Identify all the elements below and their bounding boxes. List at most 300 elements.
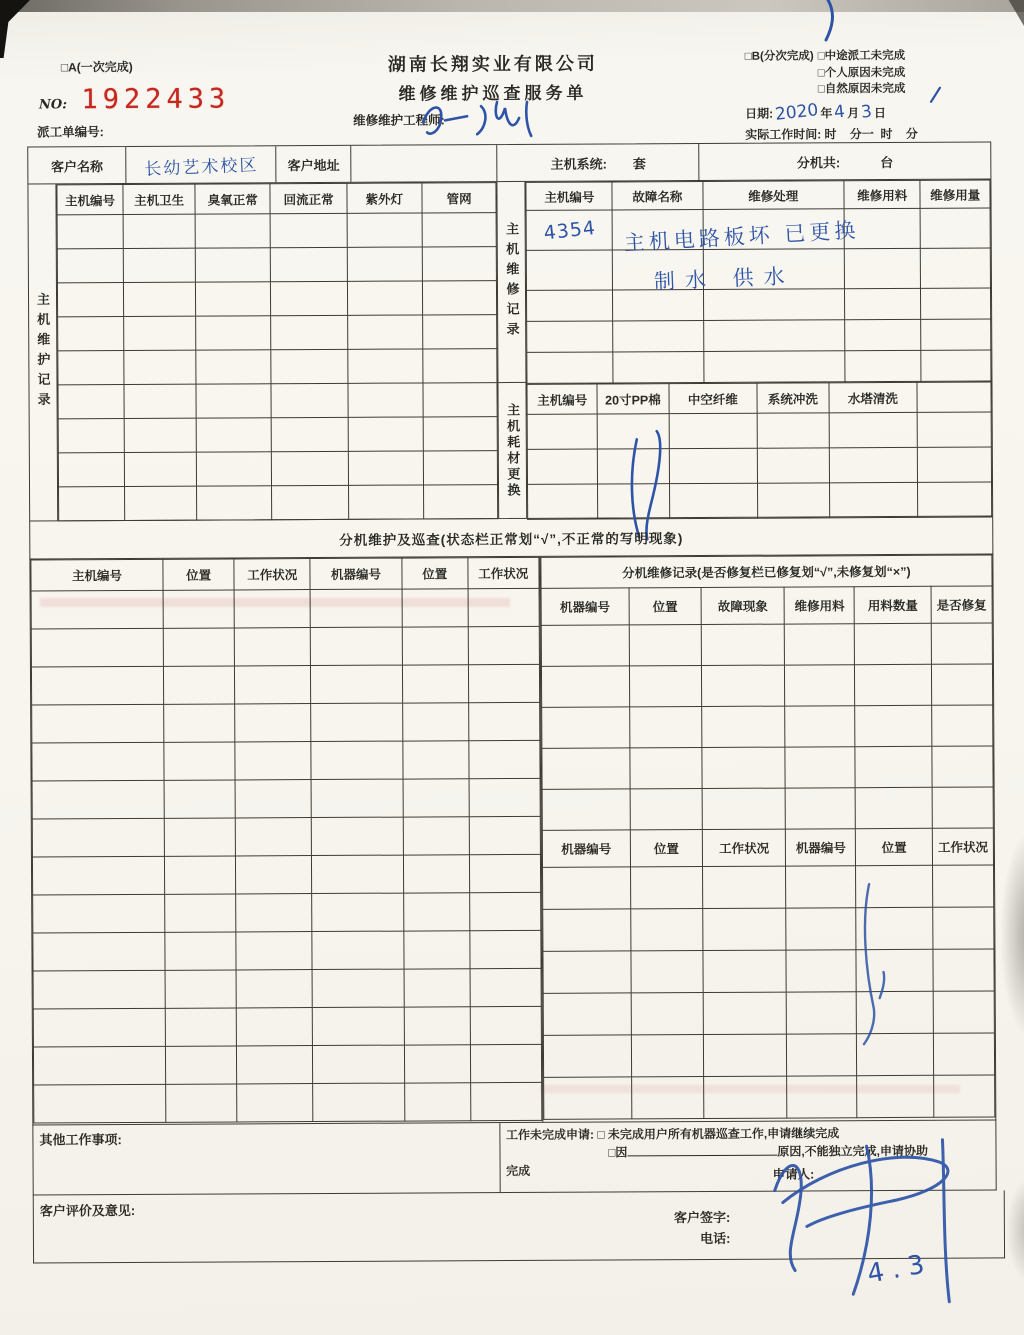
host-system-unit: 套 xyxy=(632,155,646,171)
empty-cell xyxy=(422,247,497,281)
empty-cell xyxy=(669,413,757,448)
column-header: 系统冲洗 xyxy=(757,383,829,413)
host-repair-side-label: 主机维修记录 xyxy=(498,182,527,383)
column-header: 主机卫生 xyxy=(123,184,196,214)
table-row xyxy=(543,907,994,951)
empty-cell xyxy=(669,448,757,483)
column-header: 位置 xyxy=(856,828,933,865)
empty-cell xyxy=(196,282,271,316)
empty-cell xyxy=(313,1083,405,1121)
empty-cell xyxy=(31,666,163,705)
empty-cell xyxy=(195,214,270,248)
host-maintenance-header-row xyxy=(57,183,497,215)
column-header: 主机编号 xyxy=(527,384,597,414)
empty-cell xyxy=(932,787,993,828)
column-header: 维修用料 xyxy=(785,587,855,624)
table-row xyxy=(32,778,540,819)
empty-cell xyxy=(235,704,311,742)
incomplete-label: 工作未完成申请: xyxy=(505,1127,595,1143)
empty-cell xyxy=(470,930,541,968)
form-number-stamp: 1922433 xyxy=(81,83,231,116)
empty-cell xyxy=(703,950,787,992)
empty-cell xyxy=(932,746,993,787)
column-header: 机器编号 xyxy=(786,829,856,866)
empty-cell xyxy=(829,482,917,517)
empty-cell xyxy=(312,969,404,1007)
table-row xyxy=(33,930,541,971)
empty-cell xyxy=(348,349,423,383)
empty-cell xyxy=(470,1006,541,1044)
empty-cell xyxy=(932,705,993,746)
date-month-handwriting: 4 xyxy=(833,101,847,123)
empty-cell xyxy=(785,747,855,788)
empty-cell xyxy=(845,350,922,381)
empty-cell xyxy=(57,249,123,283)
customer-address-value xyxy=(351,145,496,182)
empty-cell xyxy=(527,321,613,352)
customer-name-value xyxy=(127,146,277,183)
empty-cell xyxy=(271,281,348,315)
empty-cell xyxy=(124,384,197,418)
form-title: 维修维护巡查服务单 xyxy=(398,83,588,104)
repair-text-line1-handwriting: 主机电路板坏 已更换 xyxy=(623,218,861,256)
empty-cell xyxy=(58,317,124,351)
table-row xyxy=(57,213,497,249)
host-repair-half xyxy=(498,142,992,518)
form-number-label: NO: xyxy=(38,97,68,113)
scan-shadow xyxy=(1006,1175,1024,1285)
empty-cell xyxy=(703,351,845,383)
empty-cell xyxy=(348,417,423,451)
empty-cell xyxy=(932,664,993,705)
branch-status-grid xyxy=(30,557,542,1124)
empty-cell xyxy=(528,449,598,484)
empty-cell xyxy=(58,453,124,487)
empty-cell xyxy=(613,320,704,351)
work-time-label: 实际工作时间: xyxy=(745,127,822,142)
empty-cell xyxy=(404,1083,470,1121)
empty-cell xyxy=(543,993,631,1035)
date-day-handwriting: 3 xyxy=(860,101,874,123)
table-row xyxy=(58,383,498,419)
empty-cell xyxy=(829,447,917,482)
empty-cell xyxy=(33,932,165,971)
empty-cell xyxy=(844,248,921,288)
empty-cell xyxy=(543,951,631,993)
empty-cell xyxy=(311,741,403,779)
empty-cell xyxy=(197,418,272,452)
empty-cell xyxy=(704,1076,788,1118)
empty-cell xyxy=(196,316,271,350)
empty-cell xyxy=(423,349,498,383)
column-header: 20寸PP棉 xyxy=(597,384,669,414)
branch-repair-title-row xyxy=(541,555,992,588)
empty-cell xyxy=(237,1084,313,1122)
empty-cell xyxy=(270,247,347,281)
empty-cell xyxy=(469,854,540,892)
empty-cell xyxy=(349,485,424,519)
company-name: 湖南长翔实业有限公司 xyxy=(387,53,598,75)
table-row xyxy=(31,626,539,667)
host-maintenance-side-label: 主机维护记录 xyxy=(28,184,58,520)
column-header: 主机编号 xyxy=(31,559,163,591)
empty-cell xyxy=(669,483,757,518)
empty-cell xyxy=(197,452,272,486)
empty-cell xyxy=(855,746,932,787)
branch-count-unit: 台 xyxy=(880,154,894,170)
empty-cell xyxy=(631,993,703,1035)
table-row xyxy=(543,949,994,993)
consumables-header-row xyxy=(527,382,991,414)
empty-cell xyxy=(271,315,348,349)
empty-cell xyxy=(33,1046,165,1085)
empty-cell xyxy=(234,590,310,628)
scan-shadow xyxy=(1000,830,1024,1040)
empty-cell xyxy=(124,350,197,384)
empty-cell xyxy=(542,789,630,830)
empty-cell xyxy=(33,970,165,1009)
host-maintenance-grid xyxy=(56,182,498,521)
table-row xyxy=(543,1075,994,1119)
table-row xyxy=(33,1044,541,1085)
empty-cell xyxy=(312,931,404,969)
empty-cell xyxy=(528,484,598,519)
empty-cell xyxy=(32,818,164,857)
empty-cell xyxy=(196,248,271,282)
empty-cell xyxy=(311,703,403,741)
table-row xyxy=(33,968,541,1009)
empty-cell xyxy=(310,589,402,627)
empty-cell xyxy=(59,487,125,521)
empty-cell xyxy=(631,909,703,951)
table-row xyxy=(527,288,991,321)
column-header: 维修用量 xyxy=(920,180,990,208)
completion-options-block xyxy=(745,47,995,143)
empty-cell xyxy=(404,1007,470,1045)
empty-cell xyxy=(422,281,497,315)
empty-cell xyxy=(164,780,235,818)
column-header: 位置 xyxy=(402,558,468,589)
table-row xyxy=(58,451,498,487)
empty-cell xyxy=(236,856,312,894)
empty-cell xyxy=(541,625,629,666)
table-row xyxy=(31,588,539,629)
column-header: 主机编号 xyxy=(526,182,612,210)
column-header: 位置 xyxy=(630,830,702,867)
empty-cell xyxy=(701,624,785,665)
empty-cell xyxy=(629,625,701,666)
column-header: 主机编号 xyxy=(57,185,123,215)
empty-cell xyxy=(235,780,311,818)
table-row xyxy=(528,482,992,519)
empty-cell xyxy=(402,665,468,703)
empty-cell xyxy=(404,969,470,1007)
empty-cell xyxy=(921,350,991,381)
incomplete-option2-suffix: 原因,不能独立完成,申请协助 xyxy=(777,1143,929,1159)
empty-cell xyxy=(164,856,235,894)
empty-cell xyxy=(917,412,991,447)
empty-cell xyxy=(403,779,469,817)
empty-cell xyxy=(468,702,539,740)
host-repair-header-row xyxy=(526,180,990,210)
table-row xyxy=(32,854,540,895)
empty-cell xyxy=(236,970,312,1008)
empty-cell xyxy=(785,706,855,747)
empty-cell xyxy=(469,740,540,778)
engineer-label: 维修维护工程师: xyxy=(353,113,445,128)
empty-cell xyxy=(123,214,196,248)
table-row xyxy=(542,865,993,909)
empty-cell xyxy=(470,968,541,1006)
branch-repair-right xyxy=(540,554,995,1121)
dispatch-number-label: 派工单编号: xyxy=(37,125,104,140)
empty-cell xyxy=(630,707,702,748)
empty-cell xyxy=(703,320,845,352)
empty-cell xyxy=(123,248,196,282)
empty-cell xyxy=(855,664,932,705)
empty-cell xyxy=(702,706,786,747)
empty-cell xyxy=(470,1044,541,1082)
incomplete-option1: □ 未完成用户所有机器巡查工作,申请继续完成 xyxy=(597,1126,840,1142)
empty-cell xyxy=(237,1046,313,1084)
empty-cell xyxy=(921,248,991,288)
branch-count-label: 分机共: xyxy=(796,154,841,171)
customer-signature-handwriting xyxy=(746,1132,977,1313)
table-row xyxy=(541,623,992,666)
empty-cell xyxy=(613,351,704,382)
branch-count-cell xyxy=(700,142,991,180)
empty-cell xyxy=(933,991,994,1033)
phone-label: 电话: xyxy=(700,1230,731,1246)
empty-cell xyxy=(348,451,423,485)
table-row xyxy=(58,315,498,351)
column-header: 机器编号 xyxy=(310,558,402,589)
empty-cell xyxy=(527,250,613,290)
empty-cell xyxy=(165,970,236,1008)
empty-cell xyxy=(630,867,702,909)
consumables-side-label: 主机耗材更换 xyxy=(499,383,528,518)
customer-sign-label: 客户签字: xyxy=(673,1209,731,1226)
empty-cell xyxy=(468,664,539,702)
empty-cell xyxy=(236,1008,312,1046)
empty-cell xyxy=(422,213,497,247)
empty-cell xyxy=(844,288,921,319)
empty-cell xyxy=(271,349,348,383)
empty-cell xyxy=(197,486,272,520)
empty-cell xyxy=(271,383,348,417)
empty-cell xyxy=(423,485,498,519)
empty-cell xyxy=(917,482,991,517)
empty-cell xyxy=(58,351,124,385)
evaluation-label: 客户评价及意见: xyxy=(39,1202,136,1219)
empty-cell xyxy=(57,215,123,249)
table-row xyxy=(32,816,540,857)
empty-cell xyxy=(270,213,347,247)
column-header: 机器编号 xyxy=(541,588,629,625)
table-row xyxy=(528,447,992,484)
pen-streak-handwriting xyxy=(839,880,900,1050)
column-header: 机器编号 xyxy=(542,830,630,867)
empty-cell xyxy=(165,1008,236,1046)
empty-cell xyxy=(123,282,196,316)
completion-option-a: □A(一次完成) xyxy=(60,59,133,75)
table-row xyxy=(59,485,499,521)
other-work-cell xyxy=(33,1123,500,1194)
empty-cell xyxy=(527,352,613,383)
empty-cell xyxy=(403,741,469,779)
column-header: 紫外灯 xyxy=(347,183,422,213)
table-row xyxy=(528,412,992,449)
empty-cell xyxy=(403,893,469,931)
empty-cell xyxy=(235,818,311,856)
empty-cell xyxy=(921,288,991,319)
empty-cell xyxy=(57,283,123,317)
empty-cell xyxy=(933,907,994,949)
empty-cell xyxy=(933,865,994,907)
date-year-unit: 年 xyxy=(820,106,833,121)
branch-section-title: 分机维护及巡查(状态栏正常划“√”,不正常的写明现象) xyxy=(29,516,993,559)
table-row xyxy=(543,1033,994,1077)
empty-cell xyxy=(469,816,540,854)
form-header xyxy=(23,41,996,146)
table-row xyxy=(543,991,994,1035)
empty-cell xyxy=(313,1007,405,1045)
incomplete-option2-prefix: □因 xyxy=(608,1145,628,1160)
empty-cell xyxy=(921,319,991,350)
empty-cell xyxy=(543,1077,631,1119)
empty-cell xyxy=(403,855,469,893)
empty-cell xyxy=(855,623,932,664)
consumables-grid xyxy=(527,381,992,519)
branch-repair-header-row xyxy=(541,586,992,625)
empty-cell xyxy=(234,628,310,666)
branch-status-header-row xyxy=(31,557,539,591)
signature-labels xyxy=(674,1208,731,1250)
table-row xyxy=(527,319,991,352)
empty-cell xyxy=(166,1084,237,1122)
empty-cell xyxy=(313,1045,405,1083)
empty-cell xyxy=(58,385,124,419)
empty-cell xyxy=(348,315,423,349)
empty-cell xyxy=(631,1077,703,1119)
empty-cell xyxy=(469,778,540,816)
empty-cell xyxy=(543,909,631,951)
empty-cell xyxy=(165,1046,236,1084)
empty-cell xyxy=(541,666,629,707)
empty-cell xyxy=(785,624,855,665)
column-header: 是否修复 xyxy=(931,586,992,623)
host-record-table xyxy=(27,141,993,521)
empty-cell xyxy=(311,779,403,817)
branch-status-midheader-row xyxy=(542,828,993,867)
column-header: 中空纤维 xyxy=(669,383,757,413)
table-row xyxy=(542,705,993,748)
empty-cell xyxy=(235,666,311,704)
empty-cell xyxy=(423,383,498,417)
empty-cell xyxy=(402,589,468,627)
empty-cell xyxy=(272,485,349,519)
empty-cell xyxy=(543,1035,631,1077)
table-row xyxy=(58,349,498,385)
empty-cell xyxy=(124,486,197,520)
column-header: 水塔清洗 xyxy=(829,382,917,412)
empty-cell xyxy=(917,447,991,482)
date-note-handwriting: 4.3 xyxy=(864,1248,935,1290)
empty-cell xyxy=(703,908,787,950)
empty-cell xyxy=(164,704,235,742)
column-header: 维修处理 xyxy=(703,181,845,210)
empty-cell xyxy=(630,748,702,789)
empty-cell xyxy=(470,1082,541,1120)
empty-cell xyxy=(235,742,311,780)
column-header: 管网 xyxy=(422,183,497,213)
empty-cell xyxy=(31,590,163,629)
empty-cell xyxy=(855,705,932,746)
empty-cell xyxy=(164,818,235,856)
incomplete-reasons xyxy=(818,48,906,98)
empty-cell xyxy=(786,788,856,829)
empty-cell xyxy=(542,707,630,748)
empty-cell xyxy=(347,247,422,281)
system-count-row xyxy=(498,142,991,182)
host-system-label: 主机系统: xyxy=(550,155,607,172)
pen-stroke-top-icon xyxy=(822,0,842,44)
empty-cell xyxy=(271,451,348,485)
table-row xyxy=(31,664,539,705)
empty-cell xyxy=(402,703,468,741)
empty-cell xyxy=(468,588,539,626)
empty-cell xyxy=(164,742,235,780)
incomplete-line3: 完成 xyxy=(506,1163,531,1179)
empty-cell xyxy=(347,281,422,315)
empty-cell xyxy=(312,817,404,855)
host-maintenance-half xyxy=(28,145,499,520)
column-header: 故障现象 xyxy=(701,587,785,624)
column-header: 工作状况 xyxy=(932,828,993,865)
empty-cell xyxy=(271,417,348,451)
empty-cell xyxy=(348,383,423,417)
empty-cell xyxy=(933,949,994,991)
table-row xyxy=(58,417,498,453)
empty-cell xyxy=(32,856,164,895)
table-row xyxy=(33,892,541,933)
form-number-line xyxy=(39,83,230,115)
table-row xyxy=(32,740,540,781)
empty-cell xyxy=(311,665,403,703)
column-header: 位置 xyxy=(163,559,234,590)
empty-cell xyxy=(829,412,917,447)
column-header: 回流正常 xyxy=(270,183,347,213)
empty-cell xyxy=(196,384,271,418)
empty-cell xyxy=(934,1075,995,1117)
branch-repair-title: 分机维修记录(是否修复栏已修复划“√”,未修复划“×”) xyxy=(541,555,992,588)
table-row xyxy=(541,664,992,707)
table-row xyxy=(32,702,540,743)
empty-cell xyxy=(404,1045,470,1083)
empty-cell xyxy=(422,315,497,349)
empty-cell xyxy=(124,452,197,486)
empty-cell xyxy=(931,623,992,664)
empty-cell xyxy=(423,417,498,451)
engineer-signature-handwriting xyxy=(415,98,545,141)
host-no-handwriting: 4354 xyxy=(542,216,597,244)
empty-cell xyxy=(347,213,422,247)
date-month-unit: 月 xyxy=(847,106,860,121)
empty-cell xyxy=(31,628,163,667)
empty-cell xyxy=(785,665,855,706)
empty-cell xyxy=(402,627,468,665)
empty-cell xyxy=(630,789,702,830)
